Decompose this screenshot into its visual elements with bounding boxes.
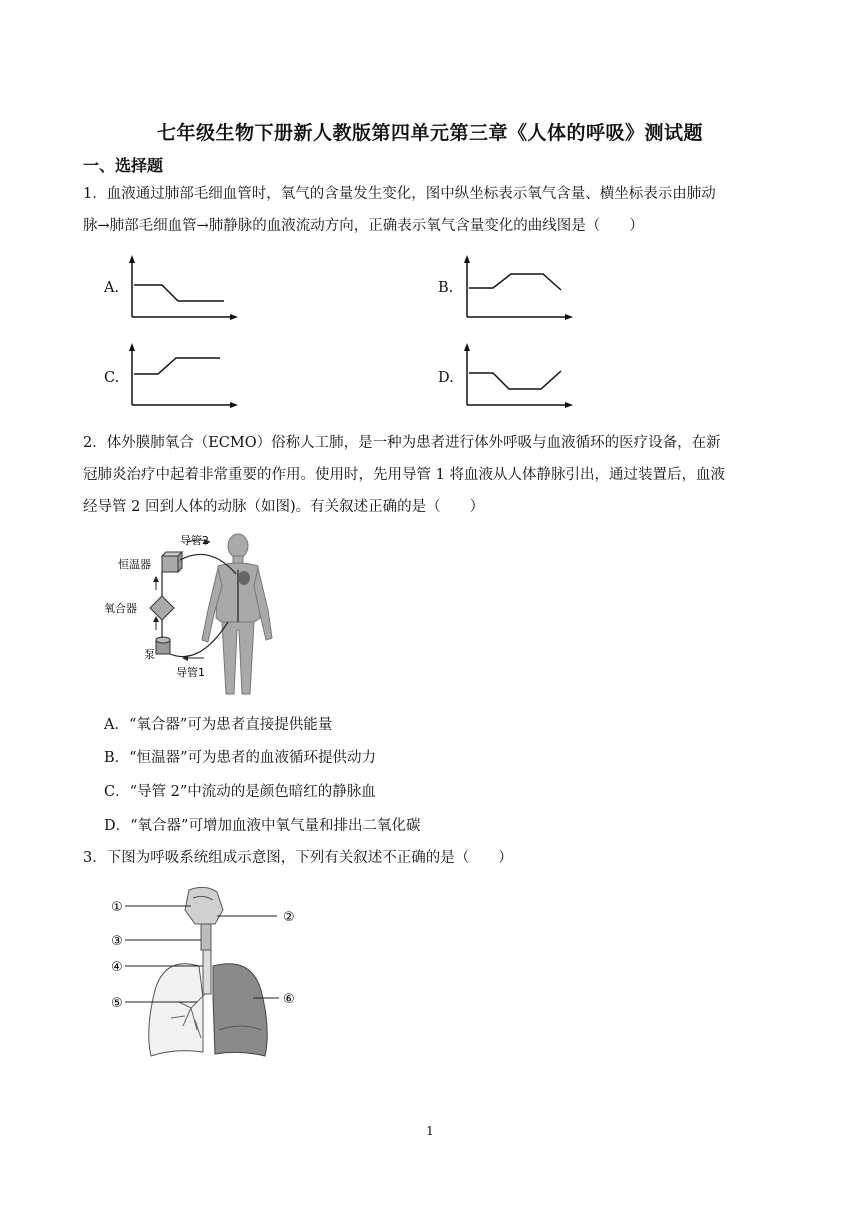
label-tube-2: 导管2 <box>180 534 209 547</box>
pump-device <box>156 637 170 654</box>
question-2-line-1: 2．体外膜肺氧合（ECMO）俗称人工肺，是一种为患者进行体外呼吸与血液循环的医疗设备，在新 <box>83 435 721 451</box>
label-thermostat: 恒温器 <box>118 558 151 571</box>
respiratory-system-figure <box>105 880 315 1080</box>
q1-option-a-label: A. <box>104 280 120 296</box>
page-number: 1 <box>426 1124 434 1138</box>
label-3: ③ <box>111 934 123 949</box>
q1-graph-c <box>128 343 240 413</box>
label-5: ⑤ <box>111 996 123 1011</box>
question-1-line-1: 1．血液通过肺部毛细血管时，氧气的含量发生变化，图中纵坐标表示氧气含量、横坐标表示由肺动 <box>83 186 716 202</box>
label-oxygenator: 氧合器 <box>104 602 137 615</box>
label-2: ② <box>283 910 295 925</box>
label-pump: 泵 <box>144 648 155 661</box>
label-6: ⑥ <box>283 992 295 1007</box>
question-3-line-1: 3．下图为呼吸系统组成示意图，下列有关叙述不正确的是（ ） <box>83 850 513 866</box>
label-1: ① <box>111 900 123 915</box>
oxygenator-device <box>150 596 174 620</box>
section-heading: 一、选择题 <box>83 156 164 175</box>
right-lung-illustration <box>213 964 267 1056</box>
q1-option-c-label: C. <box>104 370 120 386</box>
tube-1-line <box>170 622 228 657</box>
label-4: ④ <box>111 960 123 975</box>
q2-option-a: A．“氧合器”可为患者直接提供能量 <box>104 717 333 733</box>
question-2-text <box>83 427 783 523</box>
question-2-line-2: 冠肺炎治疗中起着非常重要的作用。使用时，先用导管 1 将血液从人体静脉引出，通过装置后，血液 <box>83 467 725 483</box>
question-1-text <box>83 178 783 242</box>
question-2-line-3: 经导管 2 回到人体的动脉（如图)。有关叙述正确的是（ ） <box>83 499 485 515</box>
q1-option-d-label: D. <box>438 370 454 386</box>
q1-graph-d <box>463 343 575 413</box>
q2-option-b: B．“恒温器”可为患者的血液循环提供动力 <box>104 750 376 766</box>
q2-option-d: D．“氧合器”可增加血液中氧气量和排出二氧化碳 <box>104 818 421 834</box>
question-1-line-2: 脉→肺部毛细血管→肺静脉的血液流动方向，正确表示氧气含量变化的曲线图是（ ） <box>83 218 644 234</box>
trachea-illustration <box>203 950 211 994</box>
q1-graph-b <box>463 255 575 325</box>
document-title: 七年级生物下册新人教版第四单元第三章《人体的呼吸》测试题 <box>156 122 703 144</box>
heart-illustration <box>238 571 250 585</box>
larynx-illustration <box>201 924 211 950</box>
thermostat-device <box>162 552 182 572</box>
left-lung-illustration <box>149 964 203 1056</box>
q1-graph-a <box>128 255 240 325</box>
ecmo-figure <box>100 530 280 700</box>
q2-option-c: C．“导管 2”中流动的是颜色暗红的静脉血 <box>104 784 376 800</box>
question-3-text <box>83 842 783 874</box>
label-tube-1: 导管1 <box>176 666 205 679</box>
q1-option-b-label: B. <box>438 280 454 296</box>
